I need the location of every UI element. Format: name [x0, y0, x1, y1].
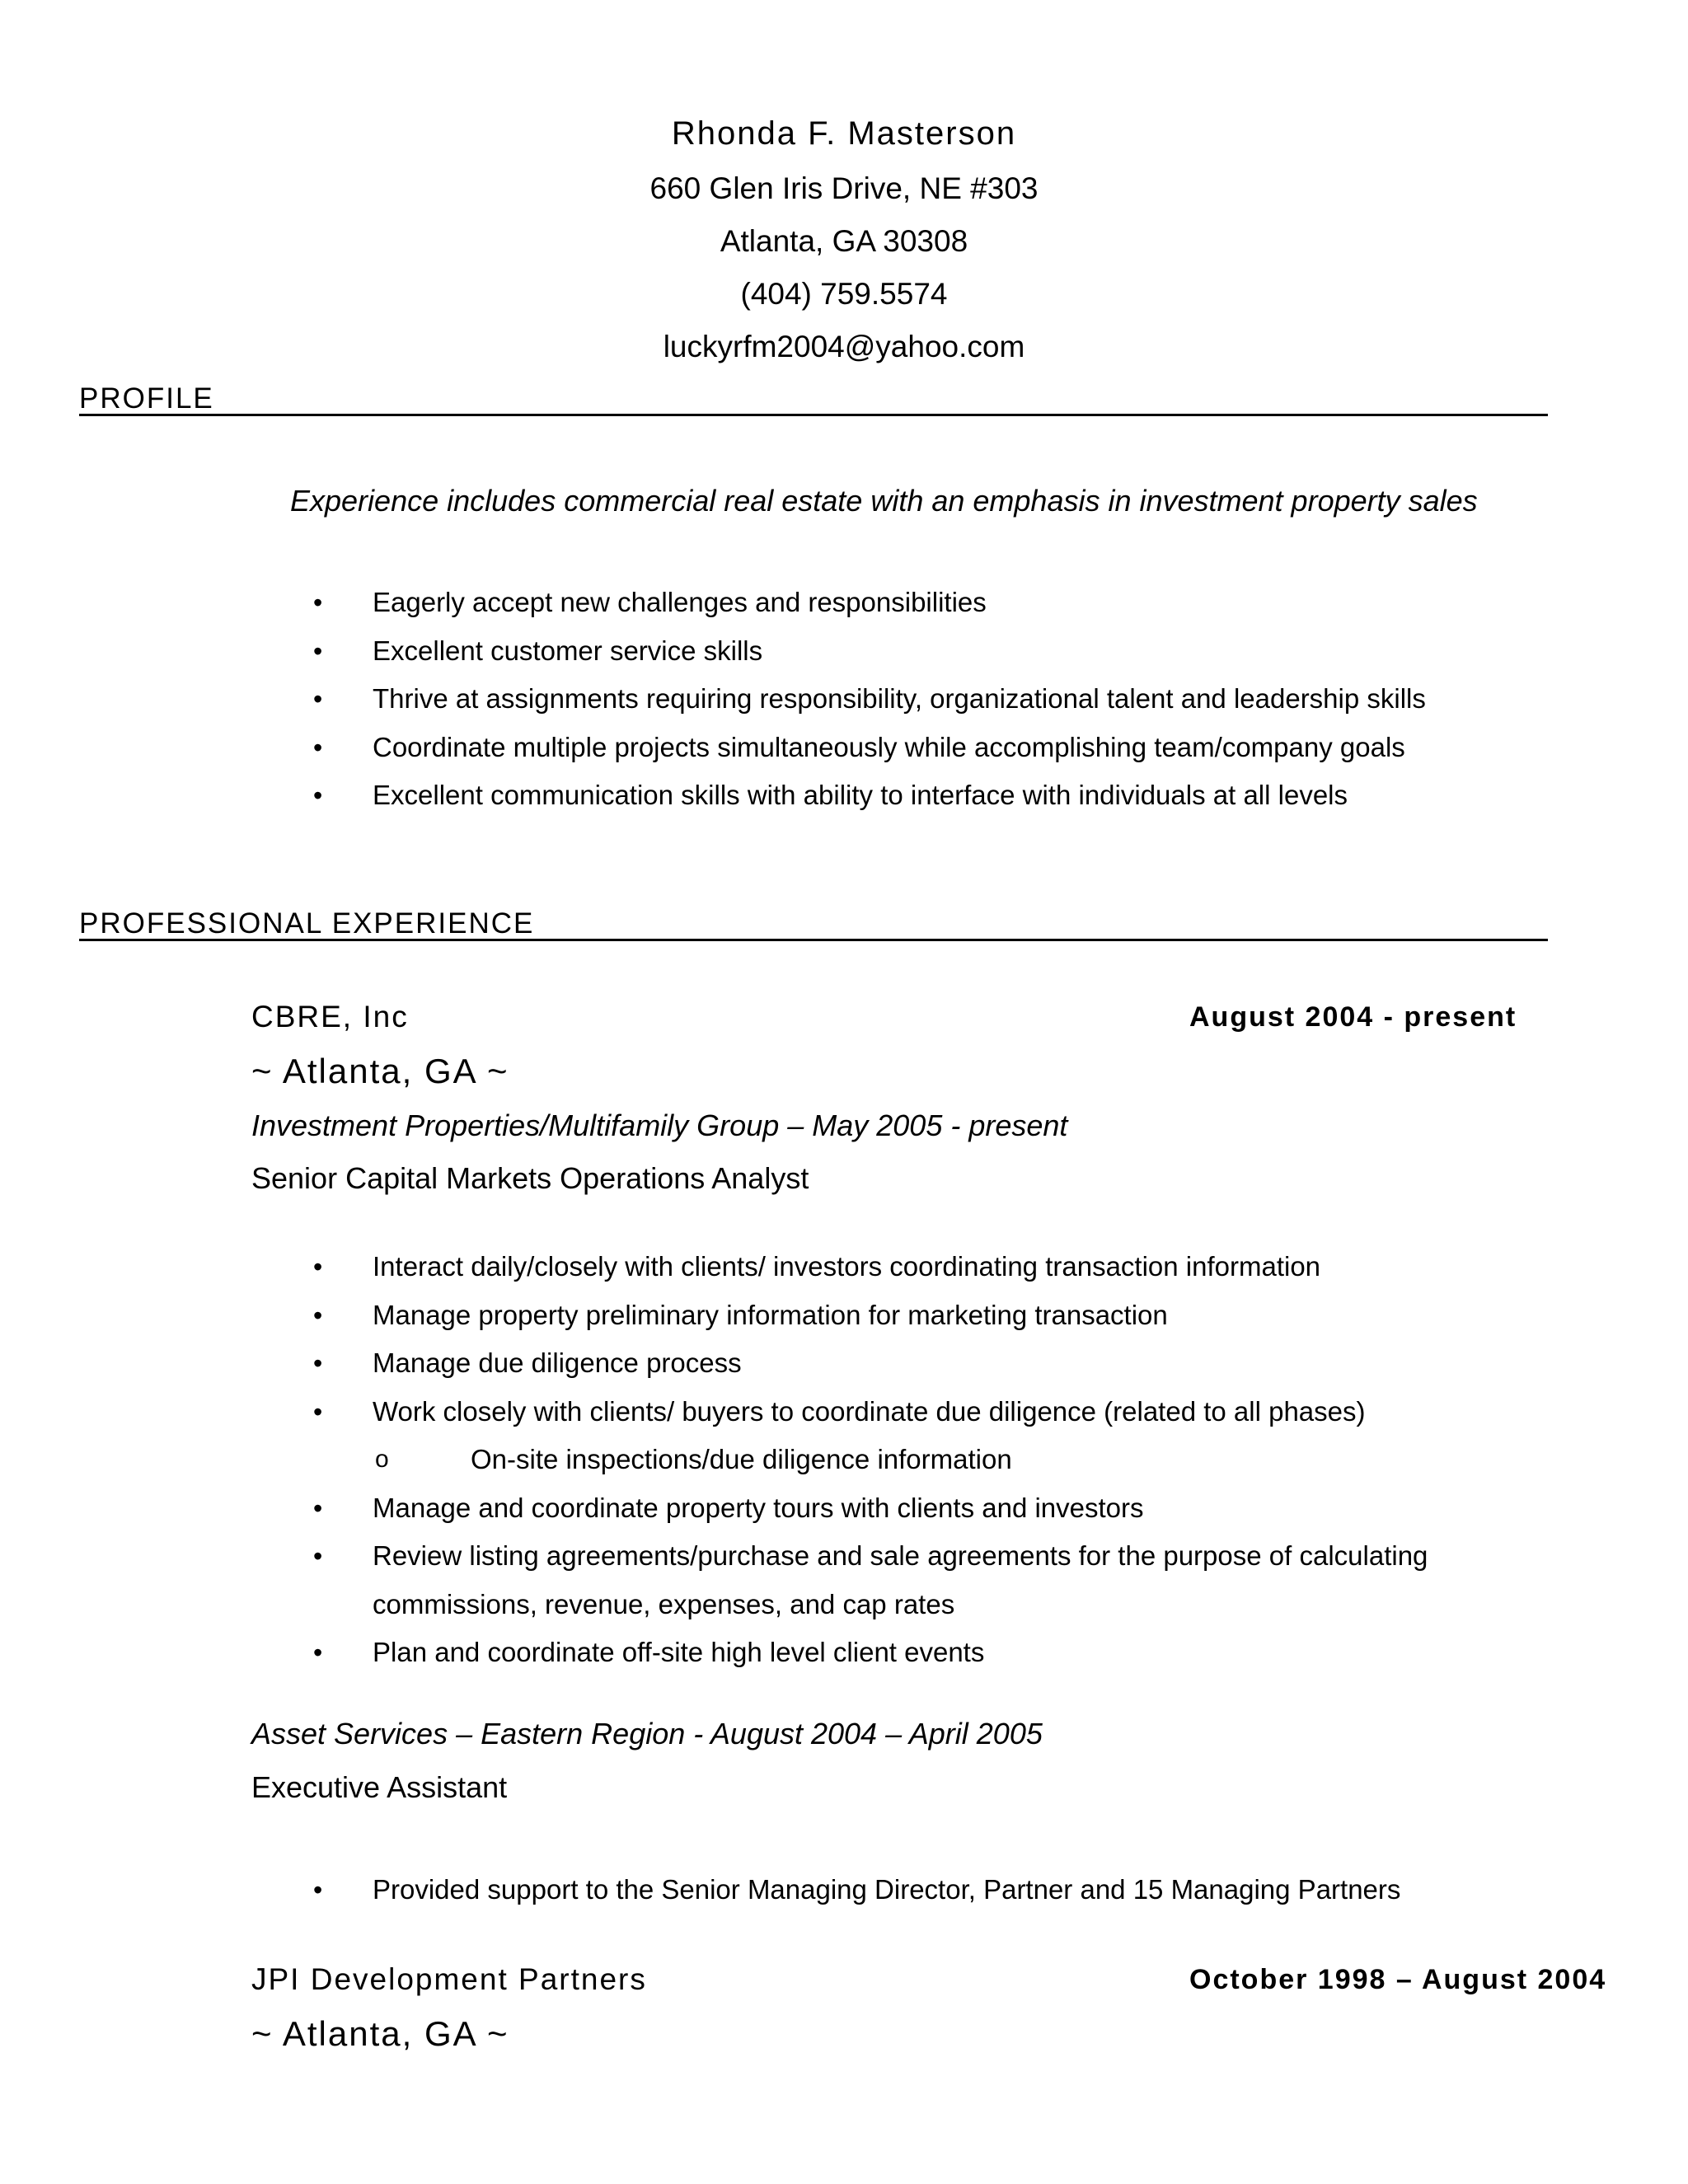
list-item-text: Coordinate multiple projects simultaneously while accomplishing team/company goals	[373, 731, 1405, 762]
list-item-text: Plan and coordinate off-site high level client events	[373, 1637, 985, 1667]
profile-heading: PROFILE	[79, 382, 214, 415]
list-item-text: Thrive at assignments requiring responsibility, organizational talent and leadership skills	[373, 683, 1426, 714]
bullet-icon: •	[313, 1396, 323, 1427]
job-title: Executive Assistant	[251, 1770, 508, 1804]
bullet-icon: •	[313, 635, 323, 666]
address-line-2: Atlanta, GA 30308	[720, 224, 968, 258]
circle-bullet-icon: o	[375, 1446, 389, 1473]
role-group: Asset Services – Eastern Region - August 2004 – April 2005	[251, 1717, 1043, 1750]
list-item-text: Work closely with clients/ buyers to coordinate due diligence (related to all phases)	[373, 1395, 1366, 1427]
bullet-icon: •	[313, 1541, 323, 1571]
bullet-icon: •	[313, 588, 323, 617]
employment-dates: October 1998 – August 2004	[1189, 1964, 1607, 1995]
list-item-text: Manage and coordinate property tours with clients and investors	[373, 1492, 1144, 1523]
list-item-text: Manage property preliminary information for marketing transaction	[373, 1299, 1168, 1330]
list-item-text: Provided support to the Senior Managing Director, Partner and 15 Managing Partners	[373, 1874, 1401, 1905]
profile-summary: Experience includes commercial real estate with an emphasis in investment property sales	[290, 484, 1478, 518]
role-group: Investment Properties/Multifamily Group – May 2005 - present	[251, 1108, 1068, 1142]
list-item-text: Excellent customer service skills	[373, 635, 763, 666]
list-item-text: Interact daily/closely with clients/ investors coordinating transaction information	[373, 1251, 1321, 1282]
list-item-text: commissions, revenue, expenses, and cap rates	[373, 1588, 955, 1619]
company-name: JPI Development Partners	[251, 1962, 647, 1996]
profile-heading-rule	[79, 377, 1548, 416]
list-item-text: Manage due diligence process	[373, 1347, 742, 1378]
bullet-icon: •	[313, 732, 323, 762]
list-item-text: Excellent communication skills with ability to interface with individuals at all levels	[373, 780, 1348, 810]
bullet-icon: •	[313, 684, 323, 714]
bullet-icon: •	[313, 1638, 323, 1667]
employment-dates: August 2004 - present	[1189, 1001, 1517, 1033]
company-name: CBRE, Inc	[251, 1000, 409, 1033]
bullet-icon: •	[313, 1875, 323, 1905]
list-item-text: Review listing agreements/purchase and sale agreements for the purpose of calculating	[373, 1540, 1428, 1571]
list-item-text: On-site inspections/due diligence information	[471, 1444, 1012, 1474]
candidate-name: Rhonda F. Masterson	[671, 115, 1017, 152]
bullet-icon: •	[313, 1348, 323, 1378]
bullet-icon: •	[313, 1252, 323, 1282]
job-location: ~ Atlanta, GA ~	[251, 2014, 509, 2053]
job-title: Senior Capital Markets Operations Analyst	[251, 1161, 809, 1195]
job-location: ~ Atlanta, GA ~	[251, 1052, 509, 1090]
experience-heading-rule	[79, 902, 1548, 941]
bullet-icon: •	[313, 780, 323, 810]
bullet-icon: •	[313, 1300, 323, 1330]
list-item-text: Eagerly accept new challenges and responsibilities	[373, 587, 987, 617]
experience-heading: PROFESSIONAL EXPERIENCE	[79, 907, 535, 940]
bullet-icon: •	[313, 1493, 323, 1523]
address-line-1: 660 Glen Iris Drive, NE #303	[649, 171, 1039, 205]
phone-number: (404) 759.5574	[740, 277, 948, 311]
email-address: luckyrfm2004@yahoo.com	[663, 330, 1025, 363]
